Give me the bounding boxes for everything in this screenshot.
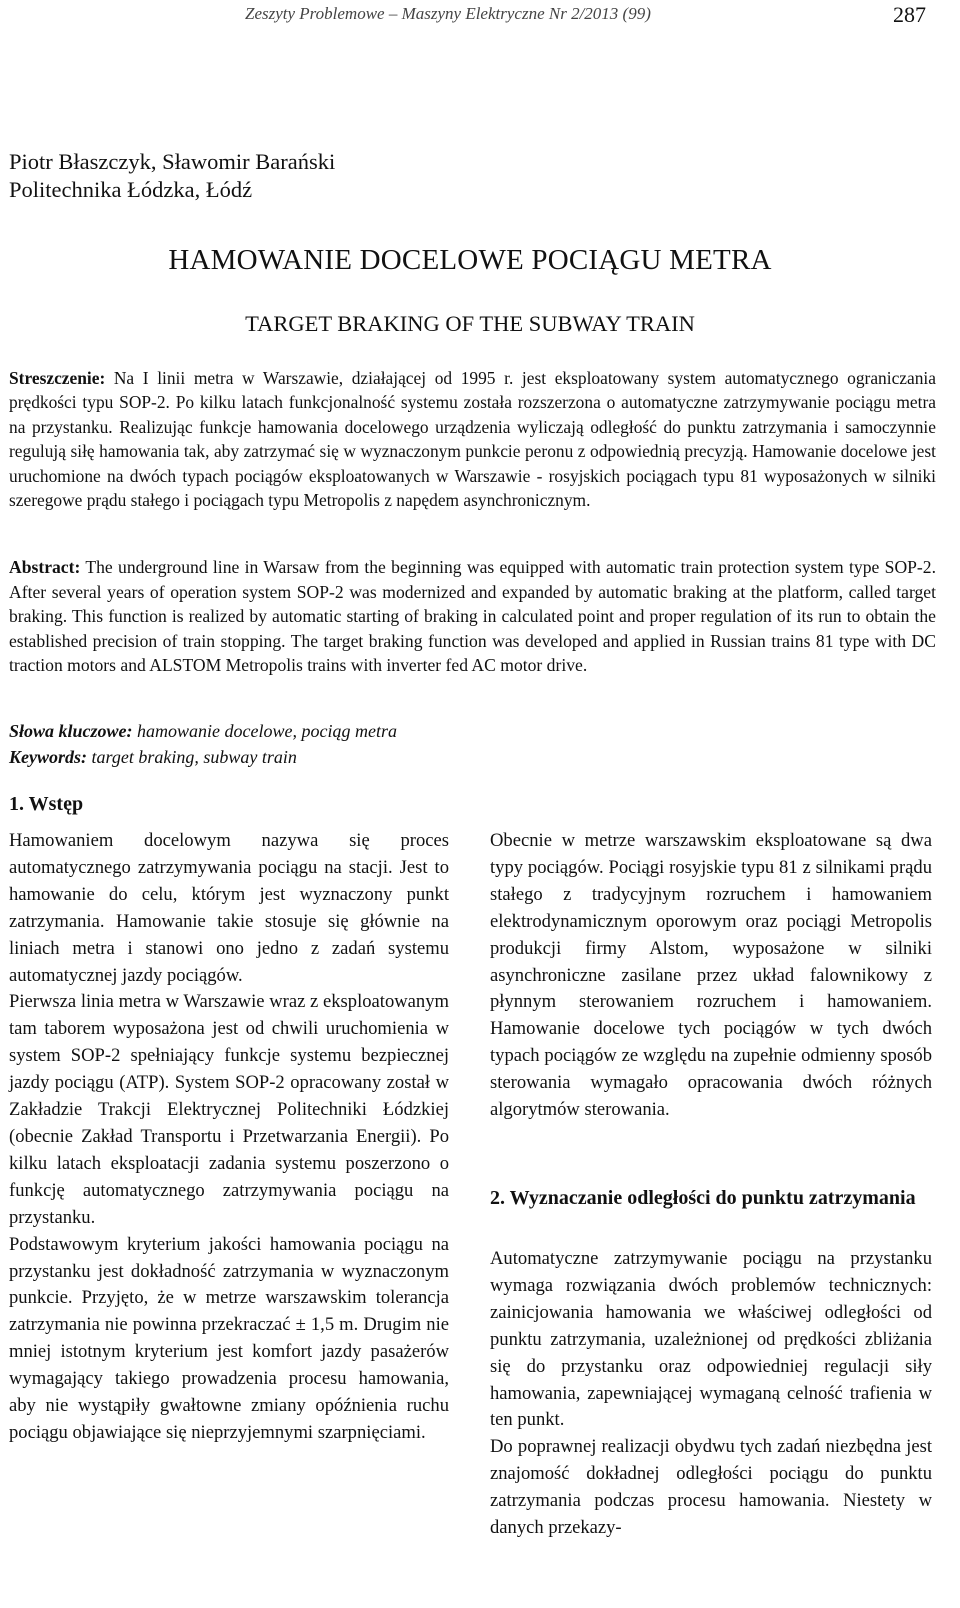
keywords-english xyxy=(9,744,397,770)
left-column xyxy=(9,828,449,1447)
body-paragraph: Do poprawnej realizacji obydwu tych zadań niezbędna jest znajomość dokładnej odległości pociągu do punktu zatrzymania podczas procesu hamowania. Niestety w danych przekazy- xyxy=(490,1436,932,1539)
keywords-english-text: target braking, subway train xyxy=(87,747,297,767)
body-paragraph: Hamowaniem docelowym nazywa się proces automatycznego zatrzymywania pociągu na stacji. Jest to hamowanie do celu, którym jest wyznaczony punkt zatrzymania. Hamowanie takie stosuje się głównie na liniach metra i stanowi ono jedno z zadań systemu automatycznej jazdy pociągów. xyxy=(9,830,449,986)
journal-title: Zeszyty Problemowe – Maszyny Elektryczne Nr 2/2013 (99) xyxy=(245,4,651,23)
running-header xyxy=(0,2,960,32)
page-number: 287 xyxy=(893,2,926,27)
keywords-polish-text: hamowanie docelowe, pociąg metra xyxy=(132,721,397,741)
section-1-heading: 1. Wstęp xyxy=(9,793,84,815)
body-paragraph: Podstawowym kryterium jakości hamowania pociągu na przystanku jest dokładność zatrzymania w wyznaczonym punkcie. Przyjęto, że w metrze warszawskim tolerancja zatrzymania nie powinna przekraczać ± 1,5 m. Drugim nie mniej istotnym kryterium jest komfort jazdy pasażerów wymagający takiego prowadzenia procesu hamowania, aby nie wystąpiły gwałtowne zmiany opóźnienia ruchu pociągu objawiające się nieprzyjemnymi szarpnięciami. xyxy=(9,1233,449,1443)
streszczenie-paragraph xyxy=(9,366,936,512)
section-2-heading: 2. Wyznaczanie odległości do punktu zatrzymania xyxy=(490,1187,916,1209)
keywords-english-label: Keywords: xyxy=(9,747,87,767)
keywords-polish-label: Słowa kluczowe: xyxy=(9,721,133,741)
paper-title-english: TARGET BRAKING OF THE SUBWAY TRAIN xyxy=(245,311,695,336)
body-paragraph: Pierwsza linia metra w Warszawie wraz z eksploatowanym tam taborem wyposażona jest od chwili uruchomienia w system SOP-2 spełniający funkcje systemu bezpiecznej jazdy pociągu (ATP). System SOP-2 opracowany został w Zakładzie Trakcji Elektrycznej Politechniki Łódzkiej (obecnie Zakład Transportu i Przetwarzania Energii). Po kilku latach eksploatacji zadania systemu poszerzono o funkcję automatycznego zatrzymywania pociągu na przystanku. xyxy=(9,991,449,1228)
abstract-text: The underground line in Warsaw from the beginning was equipped with automatic train protection system type SOP-2. After several years of operation system SOP-2 was modernized and expanded by automatic braking at the platform, called target braking. This function is realized by automatic starting of braking in calculated point and proper regulation of its run to obtain the established precision of train stopping. The target braking function was developed and applied in Russian trains 81 type with DC traction motors and ALSTOM Metropolis trains with inverter fed AC motor drive. xyxy=(9,557,936,676)
paper-title: HAMOWANIE DOCELOWE POCIĄGU METRA xyxy=(168,244,772,276)
author-block xyxy=(9,148,335,204)
abstract-paragraph xyxy=(9,555,936,678)
author-affiliation: Politechnika Łódzka, Łódź xyxy=(9,177,253,202)
keywords-polish xyxy=(9,718,397,744)
author-names: Piotr Błaszczyk, Sławomir Barański xyxy=(9,149,336,174)
streszczenie-label: Streszczenie: xyxy=(9,368,106,388)
streszczenie-text: Na I linii metra w Warszawie, działającej od 1995 r. jest eksploatowany system automatycznego ograniczania prędkości typu SOP-2. Po kilku latach funkcjonalność systemu została rozszerzona o automatyczne zatrzymywanie pociągu metra na przystanku. Realizując funkcje hamowania docelowego urządzenia wyliczają odległość do punktu zatrzymania i samoczynnie regulują siłę hamowania tak, aby zatrzymać się w wyznaczonym punkcie peronu z odpowiednią precyzją. Hamowanie docelowe jest uruchomione na dwóch typach pociągów eksploatowanych w Warszawie - rosyjskich pociągach typu 81 wyposażonych w silniki szeregowe prądu stałego i pociągach typu Metropolis z napędem asynchronicznym. xyxy=(9,368,936,511)
right-column-bottom xyxy=(490,1246,932,1542)
body-paragraph: Obecnie w metrze warszawskim eksploatowane są dwa typy pociągów. Pociągi rosyjskie typu 81 z silnikami prądu stałego z tradycyjnym rozruchem i hamowaniem elektrodynamicznym oporowym oraz pociągi Metropolis produkcji firmy Alstom, wyposażone w silniki asynchroniczne zasilane przez układ falownikowy z płynnym sterowaniem rozruchem i hamowaniem. Hamowanie docelowe tych pociągów w tych dwóch typach pociągów ze względu na zupełnie odmienny sposób sterowania wymagało opracowania dwóch różnych algorytmów sterowania. xyxy=(490,830,932,1121)
keywords-block xyxy=(9,718,397,770)
abstract-label: Abstract: xyxy=(9,557,81,577)
right-column-top xyxy=(490,828,932,1124)
body-paragraph: Automatyczne zatrzymywanie pociągu na przystanku wymaga rozwiązania dwóch problemów technicznych: zainicjowania hamowania we właściwej odległości od punktu zatrzymania, uzależnionej od prędkości zbliżania się do przystanku oraz odpowiedniej regulacji siły hamowania, zapewniającej wymaganą celność trafienia w ten punkt. xyxy=(490,1248,932,1431)
